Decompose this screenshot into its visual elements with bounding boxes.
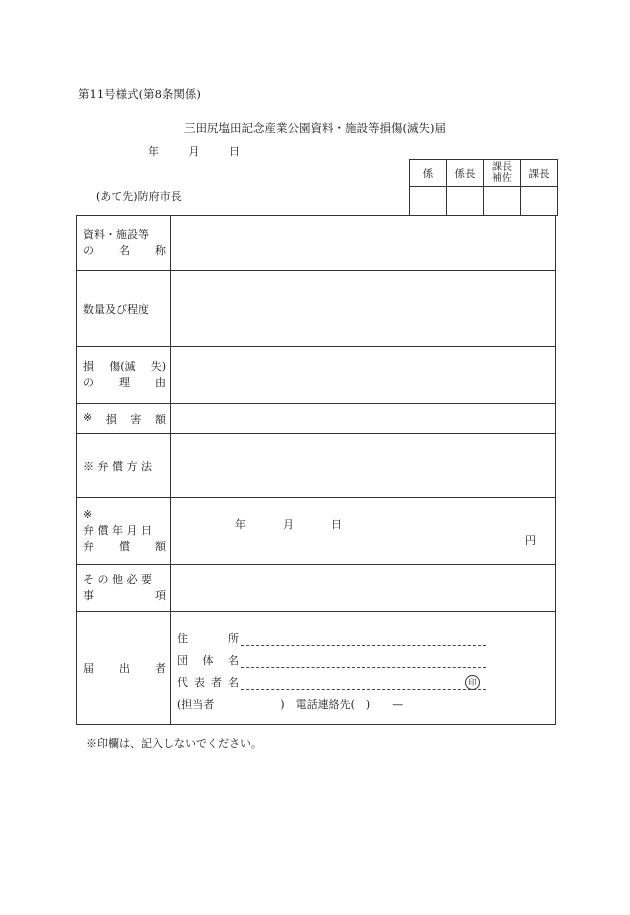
row-quantity — [77, 271, 556, 347]
stamp-header-kakari: 係 — [410, 160, 447, 187]
header-day: 日 — [229, 145, 240, 158]
field-applicant — [171, 612, 556, 725]
compensation-yen: 円 — [525, 534, 536, 547]
label-other-ko: 項 — [155, 589, 166, 602]
label-rep-dai: 代 — [177, 676, 188, 689]
applicant-rep-row — [177, 668, 555, 690]
label-other-line1: そ の 他 必 要 — [83, 573, 152, 586]
header-year: 年 — [148, 145, 159, 158]
compensation-year: 年 — [235, 518, 246, 531]
label-reason-yu: 由 — [155, 376, 166, 389]
stamp-header-kacho: 課長 — [521, 160, 558, 187]
label-reason-shitsu: 失) — [150, 360, 166, 373]
row-item-name — [77, 216, 556, 271]
label-item-name-na: 名 — [119, 244, 130, 257]
label-compensation-method — [77, 434, 171, 498]
label-reason-son: 損 — [83, 360, 94, 373]
field-damage-amount[interactable] — [171, 404, 556, 434]
field-compensation-date[interactable] — [171, 498, 556, 565]
label-quantity — [77, 271, 171, 347]
label-address-sho: 所 — [228, 632, 239, 645]
label-address-ju: 住 — [177, 632, 188, 645]
row-applicant — [77, 612, 556, 725]
label-damage-mark: ※ — [83, 410, 93, 424]
label-org-tai: 体 — [202, 654, 214, 667]
label-reason-sho: 傷(滅 — [109, 360, 136, 373]
label-item-name — [77, 216, 171, 271]
label-damage-gaku: 額 — [155, 412, 166, 426]
representative-field[interactable] — [241, 677, 486, 690]
label-applicant-de: 出 — [119, 662, 130, 675]
label-damage-son: 損 — [105, 412, 117, 426]
label-compensation-mark: ※ — [83, 508, 93, 521]
addressee: (あて先)防府市長 — [96, 190, 182, 203]
applicant-org-row — [177, 646, 555, 668]
form-number: 第11号様式(第8条関係) — [78, 87, 201, 101]
field-other[interactable] — [171, 565, 556, 612]
report-form-table — [76, 215, 556, 725]
label-damage-amount — [77, 404, 171, 434]
label-other-ji: 事 — [83, 589, 94, 602]
label-other — [77, 565, 171, 612]
applicant-address-row — [177, 624, 555, 646]
label-reason-ri: 理 — [119, 376, 130, 389]
label-rep-hyo: 表 — [194, 676, 205, 689]
field-item-name[interactable] — [171, 216, 556, 271]
label-compensation-method-text: ※ 弁 償 方 法 — [83, 459, 152, 473]
label-rep-mei: 名 — [228, 676, 239, 689]
field-quantity[interactable] — [171, 271, 556, 347]
row-compensation-method — [77, 434, 556, 498]
label-item-name-no: の — [83, 244, 94, 257]
label-org-dan: 団 — [177, 654, 188, 667]
compensation-month: 月 — [283, 518, 294, 531]
label-rep-sha: 者 — [211, 676, 222, 689]
stamp-cell-kacho[interactable] — [521, 187, 558, 216]
address-field[interactable] — [241, 633, 486, 646]
row-damage-amount — [77, 404, 556, 434]
field-compensation-method[interactable] — [171, 434, 556, 498]
field-reason[interactable] — [171, 347, 556, 404]
stamp-header-kacho-hosa — [484, 160, 521, 187]
header-date — [148, 143, 266, 159]
compensation-day: 日 — [331, 518, 342, 531]
label-item-name-line1: 資料・施設等 — [83, 228, 149, 241]
label-item-name-sho: 称 — [155, 244, 166, 257]
seal-icon: 印 — [465, 675, 480, 690]
label-compensation-gaku: 額 — [155, 540, 166, 553]
stamp-header-kakaricho: 係長 — [447, 160, 484, 187]
label-quantity-text: 数量及び程度 — [83, 302, 149, 316]
footnote: ※印欄は、記入しないでください。 — [86, 737, 262, 750]
applicant-contact-row — [177, 690, 555, 712]
document-title: 三田尻塩田記念産業公園資料・施設等損傷(滅失)届 — [184, 121, 446, 135]
label-applicant-todoke: 届 — [83, 662, 94, 675]
row-other — [77, 565, 556, 612]
label-reason — [77, 347, 171, 404]
label-applicant-sha: 者 — [155, 662, 166, 675]
organization-field[interactable] — [241, 655, 486, 668]
stamp-cell-kakaricho[interactable] — [447, 187, 484, 216]
label-compensation-date-text: 弁 償 年 月 日 — [83, 524, 152, 537]
label-compensation-date — [77, 498, 171, 565]
stamp-header-kacho-hosa-line1: 課長 — [492, 162, 512, 173]
label-compensation-ben: 弁 — [83, 540, 94, 553]
stamp-cell-kakari[interactable] — [410, 187, 447, 216]
label-applicant — [77, 612, 171, 725]
label-org-mei: 名 — [228, 654, 239, 667]
contact-line[interactable]: (担当者 ) 電話連絡先( ) — — [177, 698, 404, 711]
header-month: 月 — [188, 145, 200, 158]
stamp-cell-kacho-hosa[interactable] — [484, 187, 521, 216]
stamp-header-kacho-hosa-line2: 補佐 — [492, 173, 512, 184]
label-damage-gai: 害 — [130, 412, 142, 426]
row-reason — [77, 347, 556, 404]
approval-stamp-box — [409, 159, 558, 216]
label-reason-no: の — [83, 376, 94, 389]
label-compensation-sho: 償 — [119, 540, 130, 553]
row-compensation-date — [77, 498, 556, 565]
